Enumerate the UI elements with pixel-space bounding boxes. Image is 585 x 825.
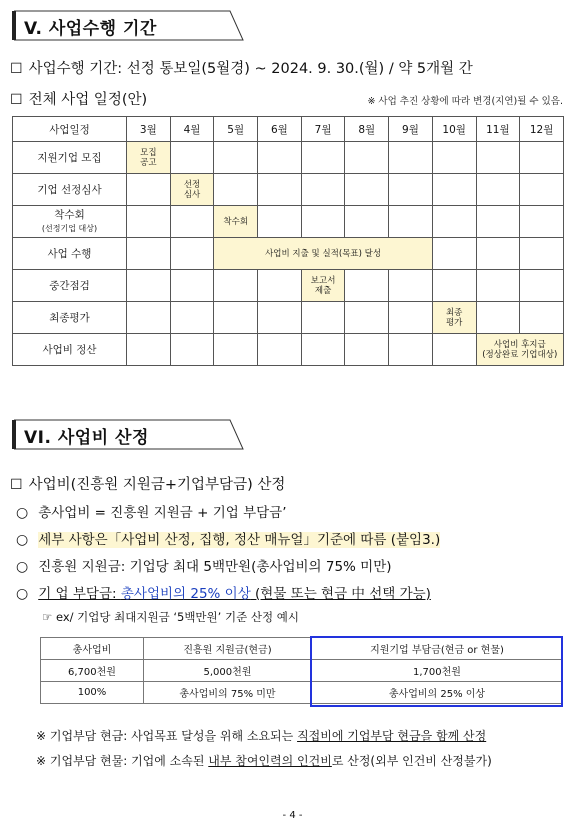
schedule-header-cell: 12월 xyxy=(520,117,564,142)
checkbox-square-icon: ☐ xyxy=(10,477,23,493)
table-row xyxy=(13,142,564,174)
schedule-header-cell: 11월 xyxy=(476,117,520,142)
footnote-inkind xyxy=(36,752,492,769)
period-line xyxy=(10,57,473,78)
row-label: 최종평가 xyxy=(13,302,127,334)
bullet-manual xyxy=(16,528,440,548)
footnote-text: ※ 기업부담 현금: 사업목표 달성을 위해 소요되는 xyxy=(36,729,298,743)
footnote-text: ※ 기업부담 현물: 기업에 소속된 xyxy=(36,754,209,768)
checkbox-square-icon: ☐ xyxy=(10,92,23,108)
table-row xyxy=(13,302,564,334)
bullet-text: 기 업 부담금: xyxy=(38,586,121,602)
schedule-cell: 보고서 제출 xyxy=(301,270,345,302)
table-row xyxy=(41,660,563,682)
cost-cell: 1,700천원 xyxy=(312,660,563,682)
table-row xyxy=(13,174,564,206)
schedule-cell: 착수회 xyxy=(214,206,258,238)
cost-cell: 6,700천원 xyxy=(41,660,144,682)
schedule-header-cell: 8월 xyxy=(345,117,389,142)
section6-header xyxy=(12,419,244,449)
schedule-header-cell: 5월 xyxy=(214,117,258,142)
schedule-header-cell: 7월 xyxy=(301,117,345,142)
section5-title: V. 사업수행 기간 xyxy=(24,19,157,39)
section5-header xyxy=(12,10,244,40)
schedule-cell: 최종 평가 xyxy=(432,302,476,334)
schedule-header-cell: 사업일정 xyxy=(13,117,127,142)
bullet-total-cost xyxy=(16,501,287,521)
bullet-text: 진흥원 지원금: 기업당 최대 5백만원(총사업비의 75% 미만) xyxy=(38,559,392,575)
schedule-heading: 전체 사업 일정(안) xyxy=(28,92,148,108)
bullet-company-share xyxy=(16,582,431,602)
circle-bullet-icon: ○ xyxy=(16,505,29,521)
circle-bullet-icon: ○ xyxy=(16,586,29,602)
cost-cell: 지원기업 부담금(현금 or 현물) xyxy=(312,638,563,660)
row-label: 기업 선정심사 xyxy=(13,174,127,206)
page-number: - 4 - xyxy=(282,810,303,821)
schedule-header-cell: 6월 xyxy=(258,117,302,142)
row-label xyxy=(13,206,127,238)
schedule-cell: 사업비 지출 및 실적(목표) 달성 xyxy=(214,238,432,270)
footnote-underline: 내부 참여인력의 인건비 xyxy=(208,754,332,768)
table-row xyxy=(41,682,563,704)
schedule-line xyxy=(10,88,147,109)
bullet-text: (현물 또는 현금 中 선택 가능) xyxy=(250,586,431,602)
cost-line xyxy=(10,473,285,494)
table-row xyxy=(13,334,564,366)
footnote-text: 로 산정(외부 인건비 산정불가) xyxy=(331,754,492,768)
bullet-support xyxy=(16,555,392,575)
circle-bullet-icon: ○ xyxy=(16,559,29,575)
bullet-text: 총사업비 = 진흥원 지원금 + 기업 부담금’ xyxy=(38,505,287,521)
table-row xyxy=(13,206,564,238)
table-row xyxy=(13,270,564,302)
cost-heading: 사업비(진흥원 지원금+기업부담금) 산정 xyxy=(28,477,286,493)
schedule-cell: 모집 공고 xyxy=(127,142,171,174)
example-line: ☞ ex/ 기업당 최대지원금 ‘5백만원’ 기준 산정 예시 xyxy=(42,610,299,624)
schedule-cell: 사업비 후지급 (정상완료 기업대상) xyxy=(476,334,564,366)
row-label: 사업 수행 xyxy=(13,238,127,270)
cost-cell: 진흥원 지원금(현금) xyxy=(144,638,312,660)
cost-cell: 총사업비의 75% 미만 xyxy=(144,682,312,704)
row-label: 중간점검 xyxy=(13,270,127,302)
bullet-highlight: 총사업비의 25% 이상 xyxy=(120,586,251,602)
table-row xyxy=(13,238,564,270)
checkbox-square-icon: ☐ xyxy=(10,61,23,77)
footnote-cash xyxy=(36,727,486,744)
schedule-header-cell: 10월 xyxy=(432,117,476,142)
section6-title: VI. 사업비 산정 xyxy=(24,428,149,448)
schedule-header-cell: 4월 xyxy=(170,117,214,142)
bullet-text: 세부 사항은「사업비 산정, 집행, 정산 매뉴얼」기준에 따름 (붙임3.) xyxy=(38,532,441,548)
cost-cell: 5,000천원 xyxy=(144,660,312,682)
schedule-header-cell: 3월 xyxy=(127,117,171,142)
cost-cell: 총사업비의 25% 이상 xyxy=(312,682,563,704)
schedule-cell: 선정 심사 xyxy=(170,174,214,206)
schedule-header-cell: 9월 xyxy=(389,117,433,142)
schedule-header-row xyxy=(13,117,564,142)
cost-table xyxy=(40,637,563,704)
schedule-note: ※ 사업 추진 상황에 따라 변경(지연)될 수 있음. xyxy=(367,96,563,107)
period-text: 사업수행 기간: 선정 통보일(5월경) ~ 2024. 9. 30.(월) / 약 5개월 간 xyxy=(28,61,473,77)
cost-cell: 100% xyxy=(41,682,144,704)
row-label: 지원기업 모집 xyxy=(13,142,127,174)
footnote-underline: 직접비에 기업부담 현금을 함께 산정 xyxy=(297,729,487,743)
schedule-table xyxy=(12,116,564,366)
row-label-main: 착수회 xyxy=(54,208,85,221)
row-label: 사업비 정산 xyxy=(13,334,127,366)
table-row xyxy=(41,638,563,660)
row-label-sub: (선정기업 대상) xyxy=(41,223,98,233)
cost-cell: 총사업비 xyxy=(41,638,144,660)
circle-bullet-icon: ○ xyxy=(16,532,29,548)
